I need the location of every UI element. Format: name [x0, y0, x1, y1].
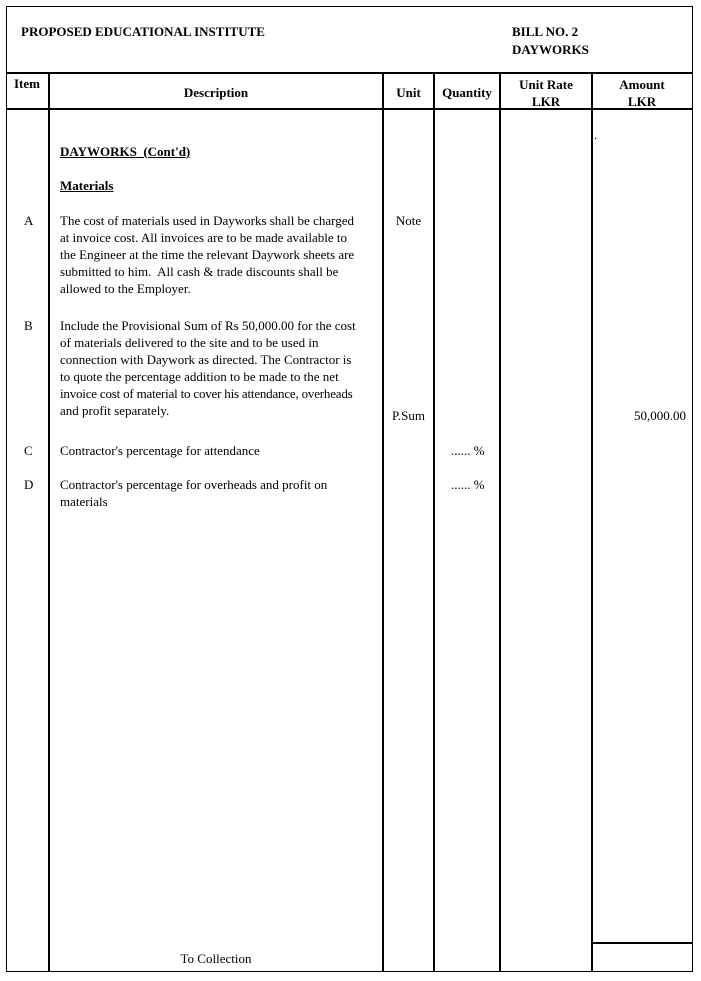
item-a-description-line: The cost of materials used in Dayworks shall be charged	[60, 213, 354, 228]
item-b-unit: P.Sum	[392, 408, 425, 423]
unit-column-divider	[433, 72, 435, 972]
item-c-description-line: Contractor's percentage for attendance	[60, 443, 260, 458]
item-b-description-line: and profit separately.	[60, 403, 170, 418]
institute-title: PROPOSED EDUCATIONAL INSTITUTE	[21, 24, 265, 39]
item-b-description-line: to quote the percentage addition to be made to the net	[60, 369, 339, 384]
bill-title: DAYWORKS	[512, 42, 589, 57]
stray-mark: .	[594, 127, 598, 142]
item-d-quantity: ...... %	[451, 477, 485, 492]
item-a-label: A	[24, 213, 34, 228]
item-b-amount: 50,000.00	[634, 408, 686, 423]
item-b-description-line: Include the Provisional Sum of Rs 50,000.00 for the cost	[60, 318, 356, 333]
to-collection-label: To Collection	[180, 951, 252, 966]
item-a-description-line: allowed to the Employer.	[60, 281, 191, 296]
column-header-item: Item	[14, 76, 40, 91]
header-bottom-rule	[6, 72, 693, 74]
bill-number: BILL NO. 2	[512, 24, 579, 39]
description-column-divider	[382, 72, 384, 972]
amount-total-rule	[592, 942, 693, 944]
item-a-unit: Note	[395, 213, 422, 228]
item-a-description-line: at invoice cost. All invoices are to be made available to	[60, 230, 347, 245]
item-d-label: D	[24, 477, 34, 492]
column-header-amount: Amount	[619, 77, 665, 92]
item-c-quantity: ...... %	[451, 443, 485, 458]
column-header-unit: Unit	[396, 85, 421, 100]
item-b-description-line: of materials delivered to the site and to be used in	[60, 335, 319, 350]
column-header-description: Description	[183, 85, 249, 100]
column-header-unit-rate-currency: LKR	[531, 94, 561, 109]
item-column-divider	[48, 72, 50, 972]
quantity-column-divider	[499, 72, 501, 972]
column-header-unit-rate: Unit Rate	[519, 77, 573, 92]
item-b-description-line: connection with Daywork as directed. The Contractor is	[60, 352, 352, 367]
column-header-amount-currency: LKR	[627, 94, 657, 109]
item-d-description-line: Contractor's percentage for overheads and profit on	[60, 477, 328, 492]
item-b-label: B	[24, 318, 33, 333]
item-c-label: C	[24, 443, 33, 458]
column-header-quantity: Quantity	[442, 85, 492, 100]
unit-rate-column-divider	[591, 72, 593, 972]
subsection-title: Materials	[60, 178, 114, 193]
item-a-description-line: submitted to him. All cash & trade discounts shall be	[60, 264, 339, 279]
item-b-description-line: invoice cost of material to cover his attendance, overheads	[60, 386, 353, 401]
section-title: DAYWORKS (Cont'd)	[60, 144, 191, 159]
item-d-description-line: materials	[60, 494, 108, 509]
item-a-description-line: the Engineer at the time the relevant Daywork sheets are	[60, 247, 355, 262]
